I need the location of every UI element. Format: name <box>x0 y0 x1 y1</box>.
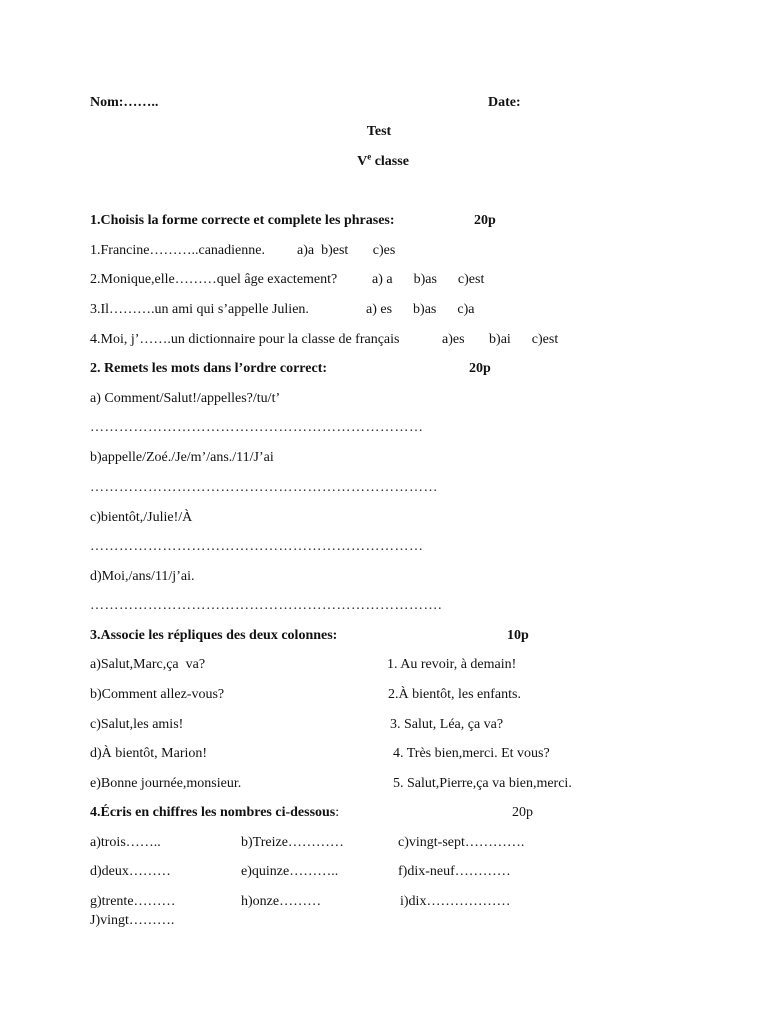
ex2-answer-line: ……………………………………………………………… <box>90 480 438 495</box>
ex1-heading: 1.Choisis la forme correcte et complete les phrases: <box>90 213 395 228</box>
ex4-heading-colon: : <box>335 805 340 820</box>
ex1-item-text: 3.Il……….un ami qui s’appelle Julien. <box>90 302 309 317</box>
ex4-cell: d)deux……… <box>90 864 171 879</box>
ex4-cell: g)trente……… <box>90 894 176 909</box>
ex3-heading: 3.Associe les répliques des deux colonnes: <box>90 628 338 643</box>
ex4-cell: a)trois…….. <box>90 835 161 850</box>
ex3-right-item: 2.À bientôt, les enfants. <box>388 687 521 702</box>
ex4-cell-last: J)vingt………. <box>90 913 175 928</box>
class-label <box>357 151 409 170</box>
ex2-prompt: b)appelle/Zoé./Je/m’/ans./11/J’ai <box>90 450 274 465</box>
date-label: Date: <box>488 95 521 110</box>
ex3-right-item: 1. Au revoir, à demain! <box>387 657 517 672</box>
ex4-cell: f)dix-neuf………… <box>398 864 511 879</box>
ex2-prompt: a) Comment/Salut!/appelles?/tu/t’ <box>90 391 281 406</box>
page-title: Test <box>366 124 392 139</box>
ex1-item-options: a) a b)as c)est <box>372 272 485 287</box>
ex4-cell: e)quinze……….. <box>241 864 339 879</box>
ex2-points: 20p <box>469 361 491 376</box>
ex2-answer-line: ………………………………………………………………. <box>90 598 442 613</box>
ex3-left-item: a)Salut,Marc,ça va? <box>90 657 206 672</box>
ex3-left-item: e)Bonne journée,monsieur. <box>90 776 242 791</box>
ex4-heading: 4.Écris en chiffres les nombres ci-dessous <box>90 805 336 820</box>
ex4-cell: b)Treize………… <box>241 835 344 850</box>
ex3-left-item: b)Comment allez-vous? <box>90 687 225 702</box>
ex4-cell: h)onze……… <box>241 894 322 909</box>
ex1-item-text: 4.Moi, j’…….un dictionnaire pour la classe de français <box>90 332 400 347</box>
ex3-points: 10p <box>507 628 529 643</box>
ex1-item-options: a)es b)ai c)est <box>442 332 559 347</box>
ex4-heading-line <box>90 805 339 821</box>
ex4-cell: c)vingt-sept…………. <box>398 835 525 850</box>
class-prefix: V <box>357 154 368 169</box>
ex2-answer-line: …………………………………………………………… <box>90 420 424 435</box>
ex1-points: 20p <box>474 213 496 228</box>
ex3-right-item: 4. Très bien,merci. Et vous? <box>393 746 550 761</box>
class-suffix: classe <box>371 154 409 169</box>
ex2-heading: 2. Remets les mots dans l’ordre correct: <box>90 361 328 376</box>
ex1-item-text: 2.Monique,elle………quel âge exactement? <box>90 272 338 287</box>
ex2-prompt: d)Moi,/ans/11/j’ai. <box>90 569 195 584</box>
ex3-right-item: 3. Salut, Léa, ça va? <box>390 717 504 732</box>
ex2-prompt: c)bientôt,/Julie!/À <box>90 510 193 525</box>
class-sup: e <box>367 151 372 162</box>
ex3-left-item: c)Salut,les amis! <box>90 717 184 732</box>
ex4-cell: i)dix……………… <box>400 894 511 909</box>
ex1-item-options: a) es b)as c)a <box>366 302 475 317</box>
ex2-answer-line: …………………………………………………………… <box>90 539 424 554</box>
name-label: Nom:…….. <box>90 95 159 110</box>
ex1-item-text: 1.Francine………..canadienne. <box>90 243 265 258</box>
ex3-left-item: d)À bientôt, Marion! <box>90 746 208 761</box>
ex3-right-item: 5. Salut,Pierre,ça va bien,merci. <box>393 776 572 791</box>
ex1-item-options: a)a b)est c)es <box>297 243 396 258</box>
ex4-points: 20p <box>512 805 533 820</box>
